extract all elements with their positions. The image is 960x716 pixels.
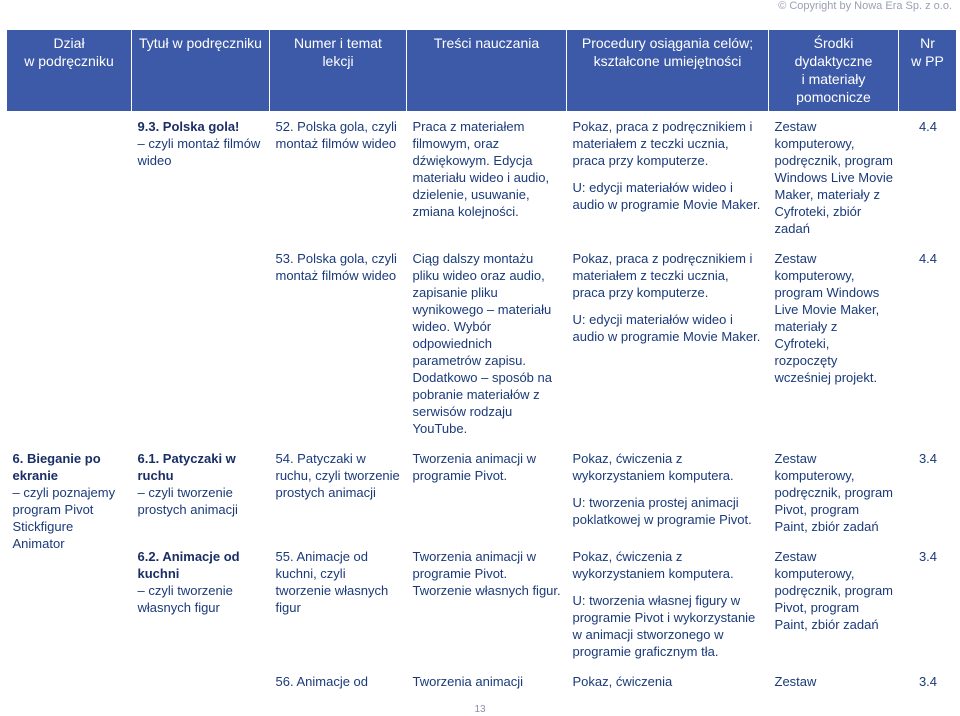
header-dzial bbox=[7, 30, 132, 112]
cell-nr: 4.4 bbox=[899, 244, 957, 444]
header-line: Tytuł w podręczniku bbox=[139, 35, 262, 51]
header-line: kształcone umiejętności bbox=[593, 53, 742, 69]
header-line: Numer i temat bbox=[294, 35, 382, 51]
table-row bbox=[7, 542, 957, 667]
table-row bbox=[7, 444, 957, 542]
cell-tytul bbox=[132, 444, 270, 542]
header-line: w PP bbox=[911, 53, 944, 69]
cell-lekcja: 54. Patyczaki w ruchu, czyli tworzenie prostych animacji bbox=[270, 444, 407, 542]
header-srodki bbox=[769, 30, 899, 112]
cell-procedury: Pokaz, ćwiczenia bbox=[567, 667, 769, 697]
cell-tresci: Tworzenia animacji w programie Pivot. Tworzenie własnych figur. bbox=[407, 542, 567, 667]
cell-srodki: Zestaw komputerowy, podręcznik, program Pivot, program Paint, zbiór zadań bbox=[769, 444, 899, 542]
cell-nr: 3.4 bbox=[899, 667, 957, 697]
header-line: Procedury osiągania celów; bbox=[581, 35, 754, 51]
procedury-line: U: tworzenia prostej animacji poklatkowej w programie Pivot. bbox=[572, 495, 752, 527]
cell-lekcja: 55. Animacje od kuchni, czyli tworzenie własnych figur bbox=[270, 542, 407, 667]
table-row bbox=[7, 244, 957, 444]
cell-nr: 3.4 bbox=[899, 444, 957, 542]
cell-tytul bbox=[132, 112, 270, 244]
cell-dzial bbox=[7, 244, 132, 444]
table-header-row bbox=[7, 30, 957, 112]
cell-tresci: Tworzenia animacji bbox=[407, 667, 567, 697]
cell-tytul bbox=[132, 244, 270, 444]
tytul-rest: – czyli tworzenie własnych figur bbox=[137, 583, 233, 615]
header-line: w podręczniku bbox=[24, 53, 114, 69]
header-nr-pp bbox=[899, 30, 957, 112]
procedury-line: Pokaz, ćwiczenia z wykorzystaniem komputera. bbox=[572, 549, 734, 581]
cell-srodki: Zestaw komputerowy, program Windows Live Movie Maker, materiały z Cyfroteki, rozpoczęty wcześniej projekt. bbox=[769, 244, 899, 444]
cell-procedury bbox=[567, 112, 769, 244]
cell-tresci: Ciąg dalszy montażu pliku wideo oraz audio, zapisanie pliku wynikowego – materiału wideo. Wybór odpowiednich parametrów zapisu. Dodatkowo – sposób na pobranie materiałów z serwisów rodzaju YouTube. bbox=[407, 244, 567, 444]
cell-tresci: Praca z materiałem filmowym, oraz dźwiękowym. Edycja materiału wideo i audio, dzielenie, usuwanie, zmiana kolejności. bbox=[407, 112, 567, 244]
cell-tytul bbox=[132, 542, 270, 667]
tytul-bold: 9.3. Polska gola! bbox=[137, 119, 240, 134]
procedury-line: U: tworzenia własnej figury w programie Pivot i wykorzystanie w animacji stworzonego w programie graficznym tła. bbox=[572, 593, 756, 659]
header-line: lekcji bbox=[322, 53, 354, 69]
curriculum-table bbox=[6, 29, 957, 696]
cell-procedury bbox=[567, 542, 769, 667]
cell-dzial bbox=[7, 667, 132, 697]
cell-tytul bbox=[132, 667, 270, 697]
cell-procedury bbox=[567, 244, 769, 444]
dzial-rest: – czyli poznajemy program Pivot Stickfigure Animator bbox=[12, 485, 116, 551]
cell-lekcja: 52. Polska gola, czyli montaż filmów wideo bbox=[270, 112, 407, 244]
cell-dzial bbox=[7, 112, 132, 244]
header-line: Treści nauczania bbox=[433, 35, 540, 51]
page-number: 13 bbox=[474, 704, 486, 715]
header-tytul bbox=[132, 30, 270, 112]
cell-procedury bbox=[567, 444, 769, 542]
cell-srodki: Zestaw komputerowy, podręcznik, program Pivot, program Paint, zbiór zadań bbox=[769, 542, 899, 667]
procedury-line: U: edycji materiałów wideo i audio w programie Movie Maker. bbox=[572, 312, 761, 344]
cell-lekcja: 53. Polska gola, czyli montaż filmów wideo bbox=[270, 244, 407, 444]
header-line: pomocnicze bbox=[796, 89, 871, 105]
cell-srodki: Zestaw bbox=[769, 667, 899, 697]
tytul-rest: – czyli montaż filmów wideo bbox=[137, 136, 261, 168]
dzial-bold: 6. Bieganie po ekranie bbox=[12, 451, 101, 483]
procedury-line: U: edycji materiałów wideo i audio w programie Movie Maker. bbox=[572, 180, 761, 212]
header-tresci bbox=[407, 30, 567, 112]
tytul-bold: 6.2. Animacje od kuchni bbox=[137, 549, 240, 581]
header-procedury bbox=[567, 30, 769, 112]
procedury-line: Pokaz, praca z podręcznikiem i materiałem z teczki ucznia, praca przy komputerze. bbox=[572, 119, 753, 168]
cell-tresci: Tworzenia animacji w programie Pivot. bbox=[407, 444, 567, 542]
copyright-notice: © Copyright by Nowa Era Sp. z o.o. bbox=[778, 0, 952, 12]
cell-lekcja: 56. Animacje od bbox=[270, 667, 407, 697]
procedury-line: Pokaz, ćwiczenia z wykorzystaniem komputera. bbox=[572, 451, 734, 483]
table-row bbox=[7, 112, 957, 244]
procedury-line: Pokaz, praca z podręcznikiem i materiałem z teczki ucznia, praca przy komputerze. bbox=[572, 251, 753, 300]
table-row bbox=[7, 667, 957, 697]
tytul-bold: 6.1. Patyczaki w ruchu bbox=[137, 451, 236, 483]
cell-nr: 3.4 bbox=[899, 542, 957, 667]
cell-dzial bbox=[7, 444, 132, 667]
tytul-rest: – czyli tworzenie prostych animacji bbox=[137, 485, 238, 517]
header-numer-temat bbox=[270, 30, 407, 112]
header-line: i materiały bbox=[801, 71, 866, 87]
header-line: Środki dydaktyczne bbox=[794, 35, 873, 69]
header-line: Nr bbox=[920, 35, 935, 51]
header-line: Dział bbox=[53, 35, 85, 51]
cell-nr: 4.4 bbox=[899, 112, 957, 244]
cell-srodki: Zestaw komputerowy, podręcznik, program Windows Live Movie Maker, materiały z Cyfroteki, zbiór zadań bbox=[769, 112, 899, 244]
